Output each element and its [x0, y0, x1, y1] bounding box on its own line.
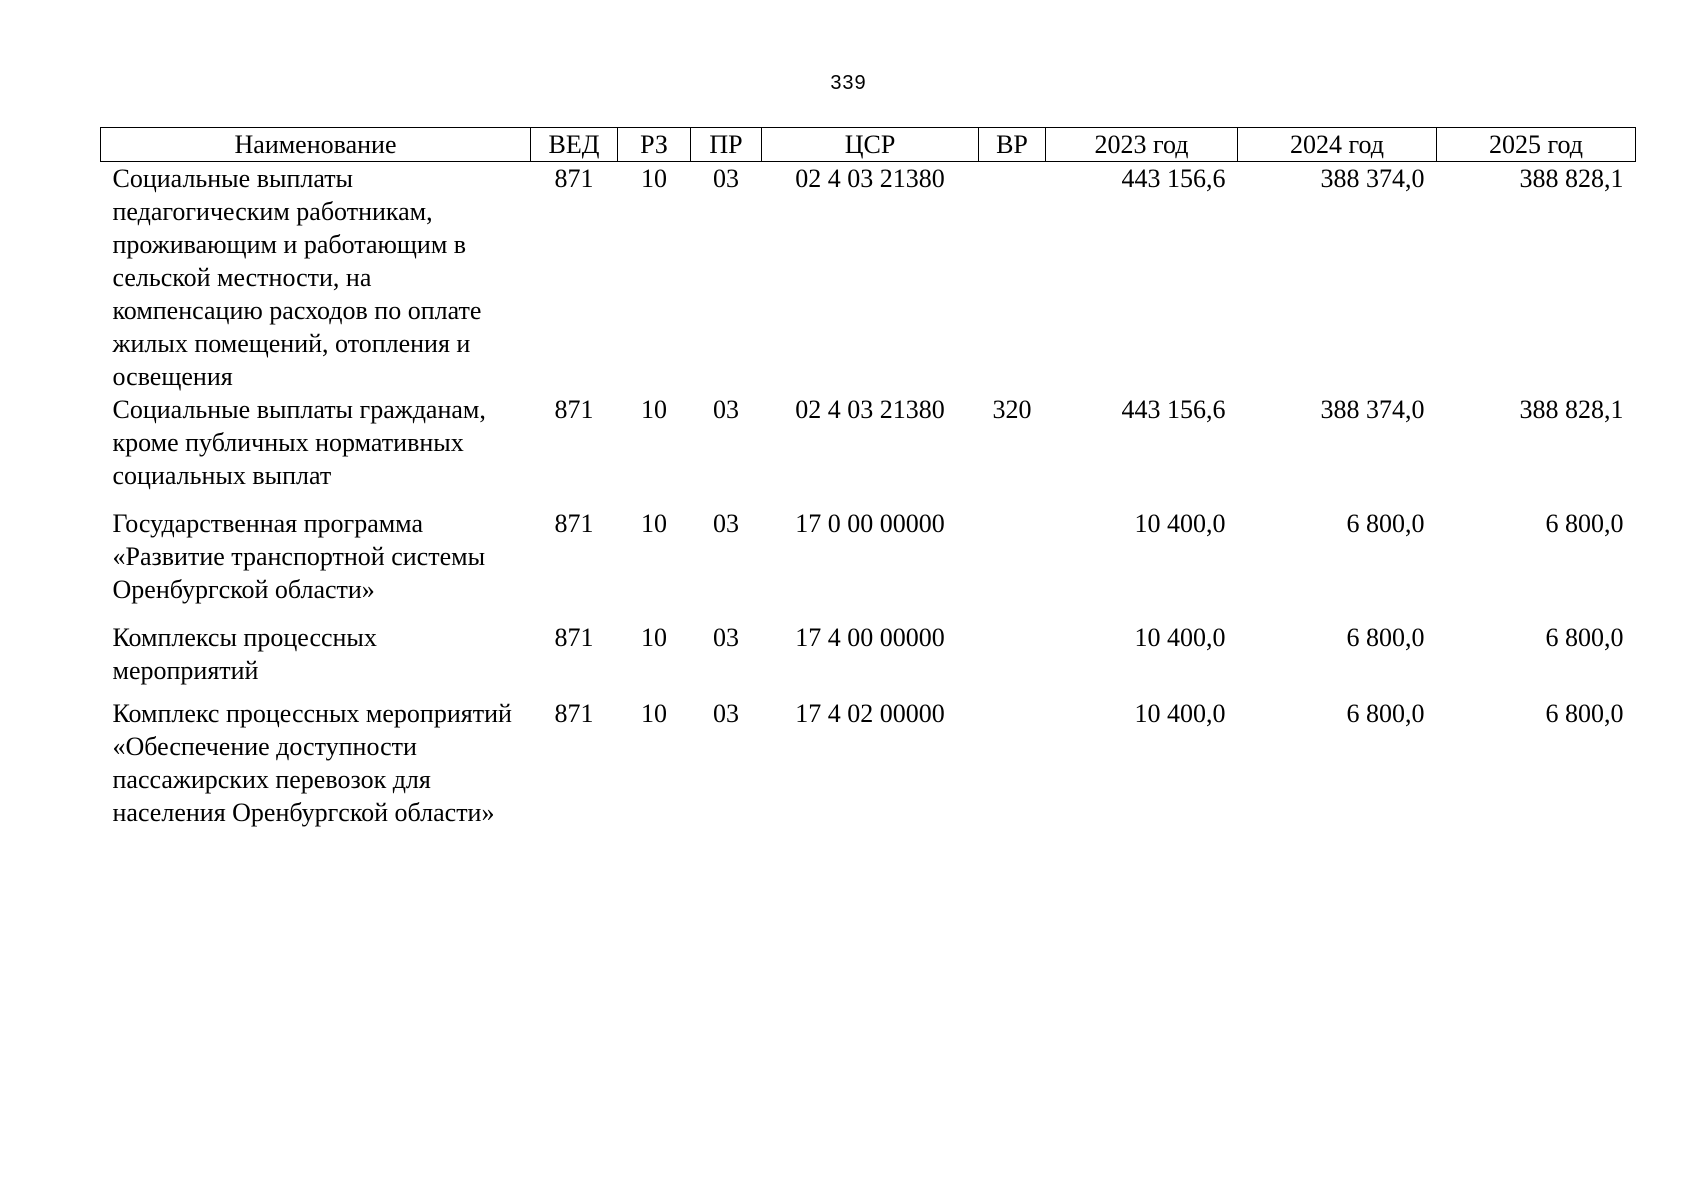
- table-row: [101, 621, 1636, 687]
- row-rz: 10: [641, 623, 667, 652]
- header-pr: ПР: [691, 128, 762, 162]
- row-2024: 6 800,0: [1346, 509, 1425, 538]
- row-csr: 02 4 03 21380: [795, 395, 945, 424]
- row-2025: 388 828,1: [1519, 164, 1624, 193]
- row-name: Социальные выплаты гражданам, кроме публичных нормативных социальных выплат: [112, 395, 486, 490]
- row-2023: 10 400,0: [1134, 623, 1226, 652]
- row-vr: [979, 162, 1046, 394]
- row-vr: [979, 697, 1046, 829]
- row-csr: 17 0 00 00000: [795, 509, 945, 538]
- row-pr: 03: [713, 699, 739, 728]
- row-name: Социальные выплаты педагогическим работникам, проживающим и работающим в сельской местности, на компенсацию расходов по оплате жилых помещений, отопления и освещения: [112, 164, 482, 391]
- row-2025: 388 828,1: [1519, 395, 1624, 424]
- page-number: 339: [830, 72, 867, 94]
- row-name: Комплекс процессных мероприятий «Обеспечение доступности пассажирских перевозок для населения Оренбургской области»: [112, 699, 512, 827]
- row-csr: 02 4 03 21380: [795, 164, 945, 193]
- row-2024: 388 374,0: [1320, 164, 1425, 193]
- budget-table: [100, 127, 1636, 829]
- header-rz: РЗ: [618, 128, 691, 162]
- row-csr: 17 4 02 00000: [795, 699, 945, 728]
- row-2023: 443 156,6: [1121, 395, 1226, 424]
- row-2025: 6 800,0: [1545, 623, 1624, 652]
- row-rz: 10: [641, 395, 667, 424]
- row-rz: 10: [641, 164, 667, 193]
- header-ved: ВЕД: [531, 128, 618, 162]
- row-2024: 6 800,0: [1346, 623, 1425, 652]
- row-pr: 03: [713, 623, 739, 652]
- row-2025: 6 800,0: [1545, 699, 1624, 728]
- header-2024: 2024 год: [1238, 128, 1437, 162]
- row-csr: 17 4 00 00000: [795, 623, 945, 652]
- header-vr: ВР: [979, 128, 1046, 162]
- row-vr: [979, 621, 1046, 687]
- row-pr: 03: [713, 509, 739, 538]
- row-ved: 871: [554, 395, 594, 424]
- table-row: [101, 162, 1636, 394]
- header-2025: 2025 год: [1437, 128, 1636, 162]
- row-2023: 443 156,6: [1121, 164, 1226, 193]
- header-csr: ЦСР: [762, 128, 979, 162]
- header-2023: 2023 год: [1046, 128, 1238, 162]
- header-name: Наименование: [101, 128, 531, 162]
- table-row: [101, 393, 1636, 492]
- row-2023: 10 400,0: [1134, 699, 1226, 728]
- row-ved: 871: [554, 623, 594, 652]
- row-rz: 10: [641, 699, 667, 728]
- row-pr: 03: [713, 395, 739, 424]
- row-pr: 03: [713, 164, 739, 193]
- row-name: Государственная программа «Развитие транспортной системы Оренбургской области»: [112, 509, 486, 604]
- row-ved: 871: [554, 164, 594, 193]
- row-name: Комплексы процессных мероприятий: [112, 623, 377, 685]
- row-vr: [979, 507, 1046, 606]
- row-2023: 10 400,0: [1134, 509, 1226, 538]
- row-2024: 388 374,0: [1320, 395, 1425, 424]
- table-row: [101, 507, 1636, 606]
- row-ved: 871: [554, 699, 594, 728]
- row-2024: 6 800,0: [1346, 699, 1425, 728]
- table-row: [101, 697, 1636, 829]
- row-vr: 320: [992, 395, 1032, 424]
- table-header: [101, 128, 1636, 162]
- row-ved: 871: [554, 509, 594, 538]
- row-2025: 6 800,0: [1545, 509, 1624, 538]
- row-rz: 10: [641, 509, 667, 538]
